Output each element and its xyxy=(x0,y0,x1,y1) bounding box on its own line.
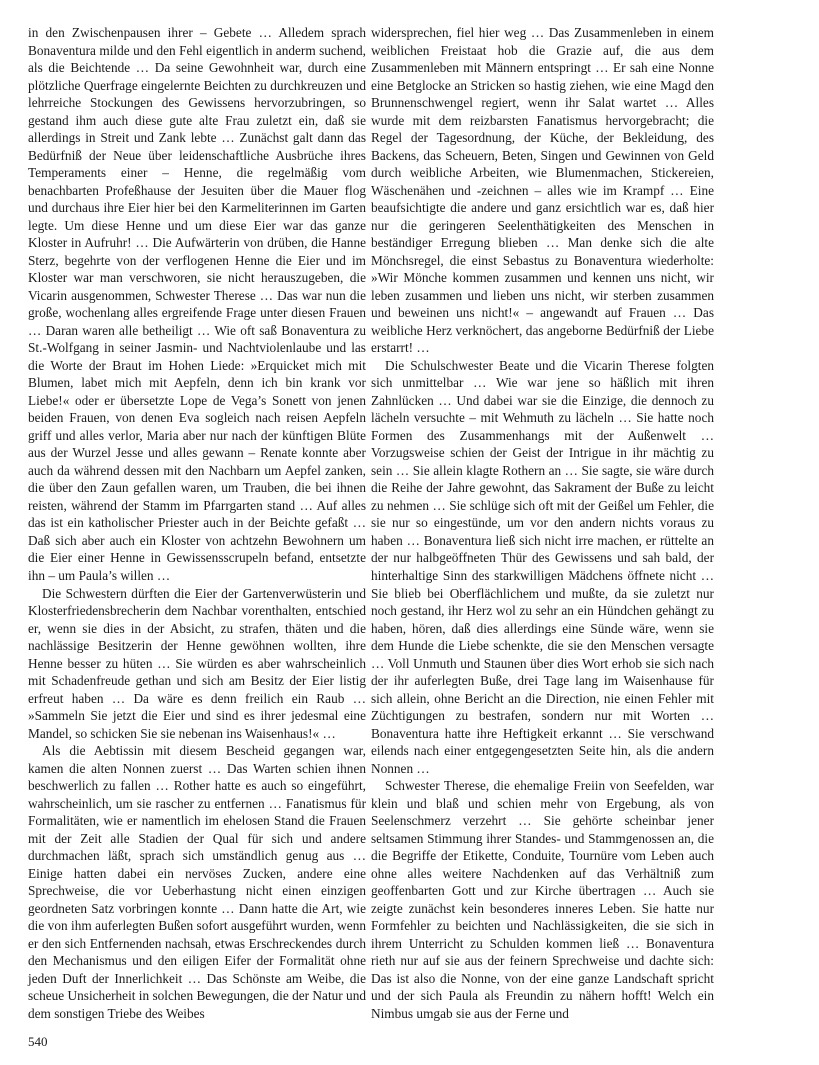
paragraph: Die Schulschwester Beate und die Vicarin Therese folgten sich unmittelbar … Wie war jene so häßlich mit ihren Zahnlücken … Und dabei war sie die Einzige, die dennoch zu lächeln versuchte – mit Wehmuth zu lächeln … Sie hatte noch Formen des Zusammenhangs mit der Außenwelt … Vorzugsweise schien der Geist der Intrigue in ihr mächtig zu sein … Sie allein klagte Rothern an … Sie sagte, sie wäre durch die Reihe der Jahre gewohnt, das Sakrament der Buße zu leicht zu nehmen … Sie schlüge sich oft mit der Geißel um Fehler, die sie nur so eingestünde, um vor den andern nichts voraus zu haben … Bonaventura ließ sich nicht irre machen, er rüttelte an der nur halbgeöffneten Thür des Gewissens und sah bald, der hinterhaltige Sinn des starkwilligen Mädchens öffnete nicht … Sie blieb bei Oberflächlichem und mußte, da sie zuletzt nur noch gestand, ihr Herz wol zu sehr an ein Hündchen gehängt zu haben, hören, daß dies allerdings eine Sünde wäre, wenn sie dem Hunde die Liebe schenkte, die sie den Menschen versagte … Voll Unmuth und Staunen über dies Wort erhob sie sich nach der ihr auferlegten Buße, drei Tage lang im Waisenhause für sich allein, ohne Bericht an die Direction, nie einen Fehler mit Züchtigungen zu bestrafen, sondern nur mit Worten … Bonaventura hatte ihre Heftigkeit erkannt … Sie verschwand eilends nach einer entgegengesetzten Seite hin, als die andern Nonnen … xyxy=(371,357,714,776)
right-text-column xyxy=(371,24,714,1022)
left-text-column xyxy=(28,24,366,1022)
paragraph: in den Zwischenpausen ihrer – Gebete … Alledem sprach Bonaventura milde und den Fehl eigentlich in anderm suchend, als die Beichtende … Da seine Gewohnheit war, durch eine plötzliche Querfrage eingelernte Beichten zu durchkreuzen und lehrreiche Stockungen des Gewissens hervorzubringen, so gestand ihm auch diese gute alte Frau zuletzt ein, daß sie allerdings in Streit und Zank lebte … Zunächst galt dann das Bedürfniß der Neue über leidenschaftliche Ausbrüche ihres Temperaments einer – Henne, die regelmäßig vom benachbarten Profeßhause der Jesuiten über die Mauer flog und durchaus ihre Eier hier bei den Karmeliterinnen im Garten legte. Um diese Henne und um diese Eier war das ganze Kloster in Aufruhr! … Die Aufwärterin von drüben, die Hanne Sterz, begehrte von der verflogenen Henne die Eier und im Kloster war man verschworen, sie nicht herauszugeben, die Vicarin ausgenommen, Schwester Therese … Das war nun die große, wochenlang alles ergreifende Frage unter diesen Frauen … Daran waren alle betheiligt … Wie oft saß Bonaventura zu St.-Wolfgang in seiner Jasmin- und Nachtviolenlaube und las die Worte der Braut im Hohen Liede: »Erquicket mich mit Blumen, labet mich mit Aepfeln, denn ich bin krank vor Liebe!« oder er übersetzte Lope de Vega’s Sonett von jenen beiden Frauen, von denen Eva sogleich nach reisen Aepfeln griff und alles verlor, Maria aber nur nach der künftigen Blüte aus der Wurzel Jesse und alles gewann – Renate konnte aber auch da während dessen mit den Nachbarn um Aepfel zanken, die über den Zaun gefallen waren, um Trauben, die bei ihnen reisten, während der Stamm im Pfarrgarten stand … Auf alles das ist ein katholischer Priester auch in der Beichte gefaßt … Daß sich aber auch ein Kloster von achtzehn Bewohnern um die Eier einer Henne in Gewissensscrupeln befand, entsetzte ihn – um Paula’s willen … xyxy=(28,25,366,583)
page-number: 540 xyxy=(28,1034,48,1049)
paragraph: Als die Aebtissin mit diesem Bescheid gegangen war, kamen die alten Nonnen zuerst … Das Warten schien ihnen beschwerlich zu fallen … Rother hatte es auch so eingeführt, wahrscheinlich, um sie rascher zu entfernen … Fanatismus für Formalitäten, wie er namentlich im ehelosen Stand die Frauen mit der Zeit alle Stadien der Qual für sich und andere durchmachen läßt, sprach sich umständlich genug aus … Einige hatten dabei ein nervöses Zucken, andere eine Sprechweise, die vor Ueberhastung nicht einen einzigen geordneten Satz vorbringen konnte … Dann hatte die Art, wie die von ihm auferlegten Bußen sofort ausgeführt wurden, wenn er den sich Entfernenden nachsah, etwas Erschreckendes durch den Mechanismus und den eiligen Eifer der Formalität ohne jeden Duft der Innerlichkeit … Das Schönste am Weibe, die scheue Unsicherheit in solchen Bewegungen, die der Natur und dem sonstigen Triebe des Weibes xyxy=(28,743,366,1021)
paragraph: widersprechen, fiel hier weg … Das Zusammenleben in einem weiblichen Freistaat hob die Grazie auf, die aus dem Zusammenleben mit Männern entspringt … Er sah eine Nonne eine Betglocke an Stricken so hastig ziehen, wie eine Magd den Brunnenschwengel regiert, wenn ihr Salat wartet … Alles wurde mit dem reizbarsten Fanatismus hervorgebracht; die Regel der Tagesordnung, der Küche, der Bekleidung, des Backens, das Scheuern, Beten, Singen und Gewinnen von Geld durch weibliche Arbeiten, wie Blumenmachen, Stickereien, Wäschenähen und -zeichnen – alles wie im Krampf … Eine beaufsichtigte die andere und ganz ersichtlich war es, daß hier nur die geringeren Seelenthätigkeiten des Menschen in beständiger Erregung blieben … Man denke sich die alte Mönchsregel, die einst Sebastus zu Bonaventura wiederholte: »Wir Mönche kommen zusammen und kennen uns nicht, wir leben zusammen und lieben uns nicht, wir sterben zusammen und beweinen uns nicht!« – angewandt auf Frauen … Das weibliche Herz verknöchert, das angeborne Bedürfniß der Liebe erstarrt! … xyxy=(371,25,714,356)
paragraph: Die Schwestern dürften die Eier der Gartenverwüsterin und Klosterfriedensbrecherin dem Nachbar vorenthalten, entschied er, wenn sie dies in der Absicht, zu strafen, thäten und die nachlässige Besitzerin der Henne gewöhnen wollten, ihre Henne besser zu hüten … Sie würden es aber wahrscheinlich mit Schadenfreude gethan und sich am Besitz der Eier listig erfreut haben … Da wäre es denn freilich ein Raub … »Sammeln Sie jetzt die Eier und sind es ihrer jedesmal eine Mandel, so schicken Sie sie nebenan ins Waisenhaus!« … xyxy=(28,585,366,741)
paragraph: Schwester Therese, die ehemalige Freiin von Seefelden, war klein und blaß und schien mehr von Ergebung, als von Seelenschmerz verzehrt … Sie gehörte scheinbar jener seltsamen Stimmung ihrer Standes- und Stammgenossen an, die die Begriffe der Etikette, Conduite, Tournüre vom Leben auch ohne alles weitere Nachdenken auf das Verhältniß zum geoffenbarten Gott und zur Kirche übertragen … Auch sie zeigte zunächst kein besonderes inneres Leben. Sie hatte nur Formfehler zu beichten und Nachlässigkeiten, die sie sich in ihrem Unterricht zu Schulden kommen ließ … Bonaventura rieth nur auf sie aus der feinern Sprechweise und dachte sich: Das ist also die Nonne, von der eine ganze Landschaft spricht und der sich Paula als Freundin zu nähern hofft! Welch ein Nimbus umgab sie aus der Ferne und xyxy=(371,778,714,1021)
